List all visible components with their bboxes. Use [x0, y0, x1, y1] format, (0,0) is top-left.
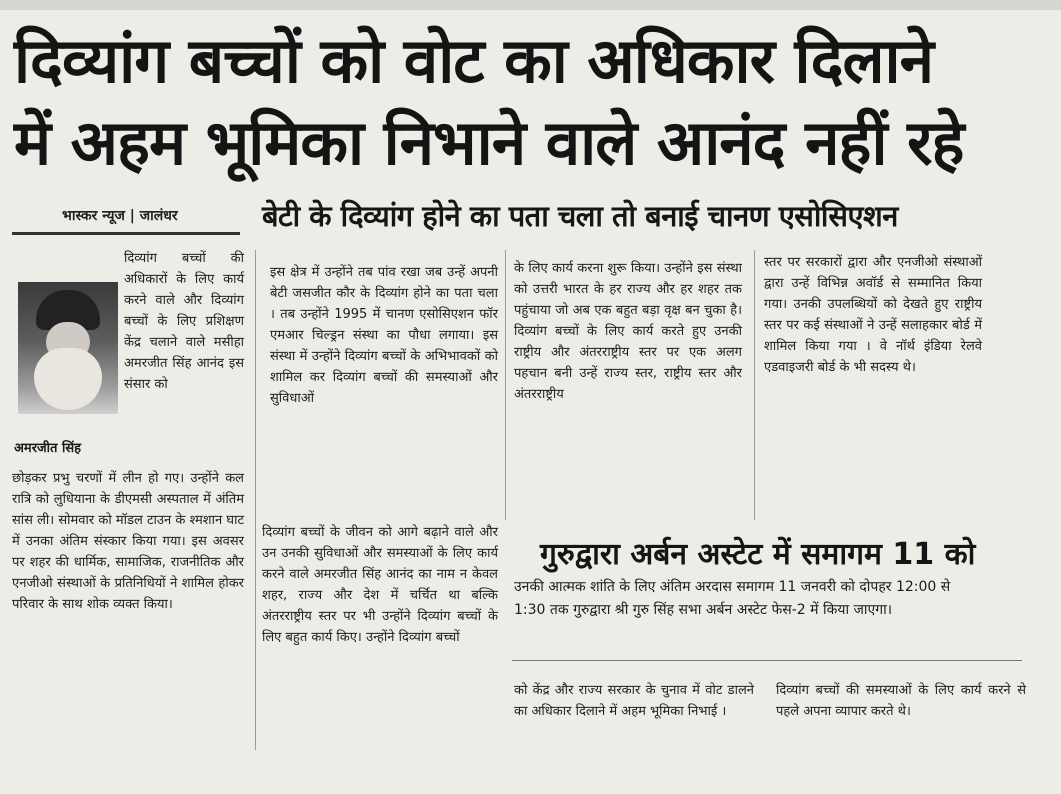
- section-title: गुरुद्वारा अर्बन अस्टेट में समागम 11 को: [540, 537, 976, 572]
- top-edge-strip: [0, 0, 1061, 10]
- column-a-body: छोड़कर प्रभु चरणों में लीन हो गए। उन्होंने कल रात्रि को लुधियाना के डीएमसी अस्पताल में अंतिम सांस ली। सोमवार को मॉडल टाउन के श्मशान घाट में उनका अंतिम संस्कार किया गया। इस अवसर पर शहर की धार्मिक, सामाजिक, राजनीतिक और एनजीओ संस्थाओं के प्रतिनिधियों ने शामिल होकर परिवार के साथ शोक व्यक्त किया।: [12, 471, 244, 612]
- column-b-top: इस क्षेत्र में उन्होंने तब पांव रखा जब उन्हें अपनी बेटी जसजीत कौर के दिव्यांग होने का पता चला । तब उन्होंने 1995 में चानण एसोसिएशन फॉर एमआर चिल्ड्रन संस्था का पौधा लगाया। इस संस्था में उन्होंने दिव्यांग बच्चों के अभिभावकों को शामिल कर दिव्यांग बच्चों की समस्याओं और सुविधाओं: [270, 265, 498, 406]
- headline-line-1: दिव्यांग बच्चों को वोट का अधिकार दिलाने: [14, 24, 934, 97]
- column-b-bottom: दिव्यांग बच्चों के जीवन को आगे बढ़ाने वाले और उन उनकी सुविधाओं और समस्याओं के लिए कार्य करने वाले अमरजीत सिंह आनंद का नाम न केवल शहर, राज्य और देश में चर्चित था बल्कि अंतरराष्ट्रीय स्तर पर भी उन्होंने दिव्यांग बच्चों के लिए बहुत कार्य किए। उन्होंने दिव्यांग बच्चों: [262, 525, 498, 645]
- beard-shape: [34, 348, 102, 410]
- byline-rule: [12, 232, 240, 235]
- subhead: बेटी के दिव्यांग होने का पता चला तो बनाई चानण एसोसिएशन: [262, 199, 898, 233]
- column-a-intro: दिव्यांग बच्चों की अधिकारों के लिए कार्य करने वाले और दिव्यांग बच्चों के लिए प्रशिक्षण केंद्र चलाने वाले मसीहा अमरजीत सिंह आनंद इस संसार को: [124, 251, 244, 392]
- column-c: के लिए कार्य करना शुरू किया। उन्होंने इस संस्था को उत्तरी भारत के हर राज्य और हर शहर तक पहुंचाया जो अब एक बहुत बड़ा वृक्ष बन चुका है। दिव्यांग बच्चों के लिए कार्य करते हुए उनकी राष्ट्रीय और अंतरराष्ट्रीय स्तर पर एक अलग पहचान बनी उन्हें राज्य स्तर, राष्ट्रीय स्तर और अंतरराष्ट्रीय: [514, 261, 742, 402]
- column-divider: [505, 250, 506, 520]
- section-text: उनकी आत्मक शांति के लिए अंतिम अरदास समागम 11 जनवरी को दोपहर 12:00 से 1:30 तक गुरुद्वारा श्री गुरु सिंह सभा अर्बन अस्टेट फेस-2 में किया जाएगा।: [514, 579, 951, 618]
- portrait-photo: [18, 282, 118, 414]
- byline: भास्कर न्यूज | जालंधर: [62, 208, 178, 224]
- column-f: दिव्यांग बच्चों की समस्याओं के लिए कार्य करने से पहले अपना व्यापार करते थे।: [776, 683, 1026, 719]
- headline: [14, 20, 1014, 184]
- column-divider: [255, 250, 256, 750]
- column-divider: [754, 250, 755, 520]
- section-separator: [512, 660, 1022, 661]
- column-d: स्तर पर सरकारों द्वारा और एनजीओ संस्थाओं द्वारा उन्हें विभिन्न अवॉर्ड से सम्मानित किया गया। उनकी उपलब्धियों को देखते हुए राष्ट्रीय स्तर पर कई संस्थाओं ने उन्हें सलाहकार बोर्ड में शामिल किया गया । वे नॉर्थ इंडिया रेलवे एडवाइजरी बोर्ड के भी सदस्य थे।: [764, 255, 982, 375]
- column-e: को केंद्र और राज्य सरकार के चुनाव में वोट डालने का अधिकार दिलाने में अहम भूमिका निभाई ।: [514, 683, 754, 719]
- photo-caption: अमरजीत सिंह: [14, 441, 82, 456]
- headline-line-2: में अहम भूमिका निभाने वाले आनंद नहीं रहे: [14, 106, 964, 179]
